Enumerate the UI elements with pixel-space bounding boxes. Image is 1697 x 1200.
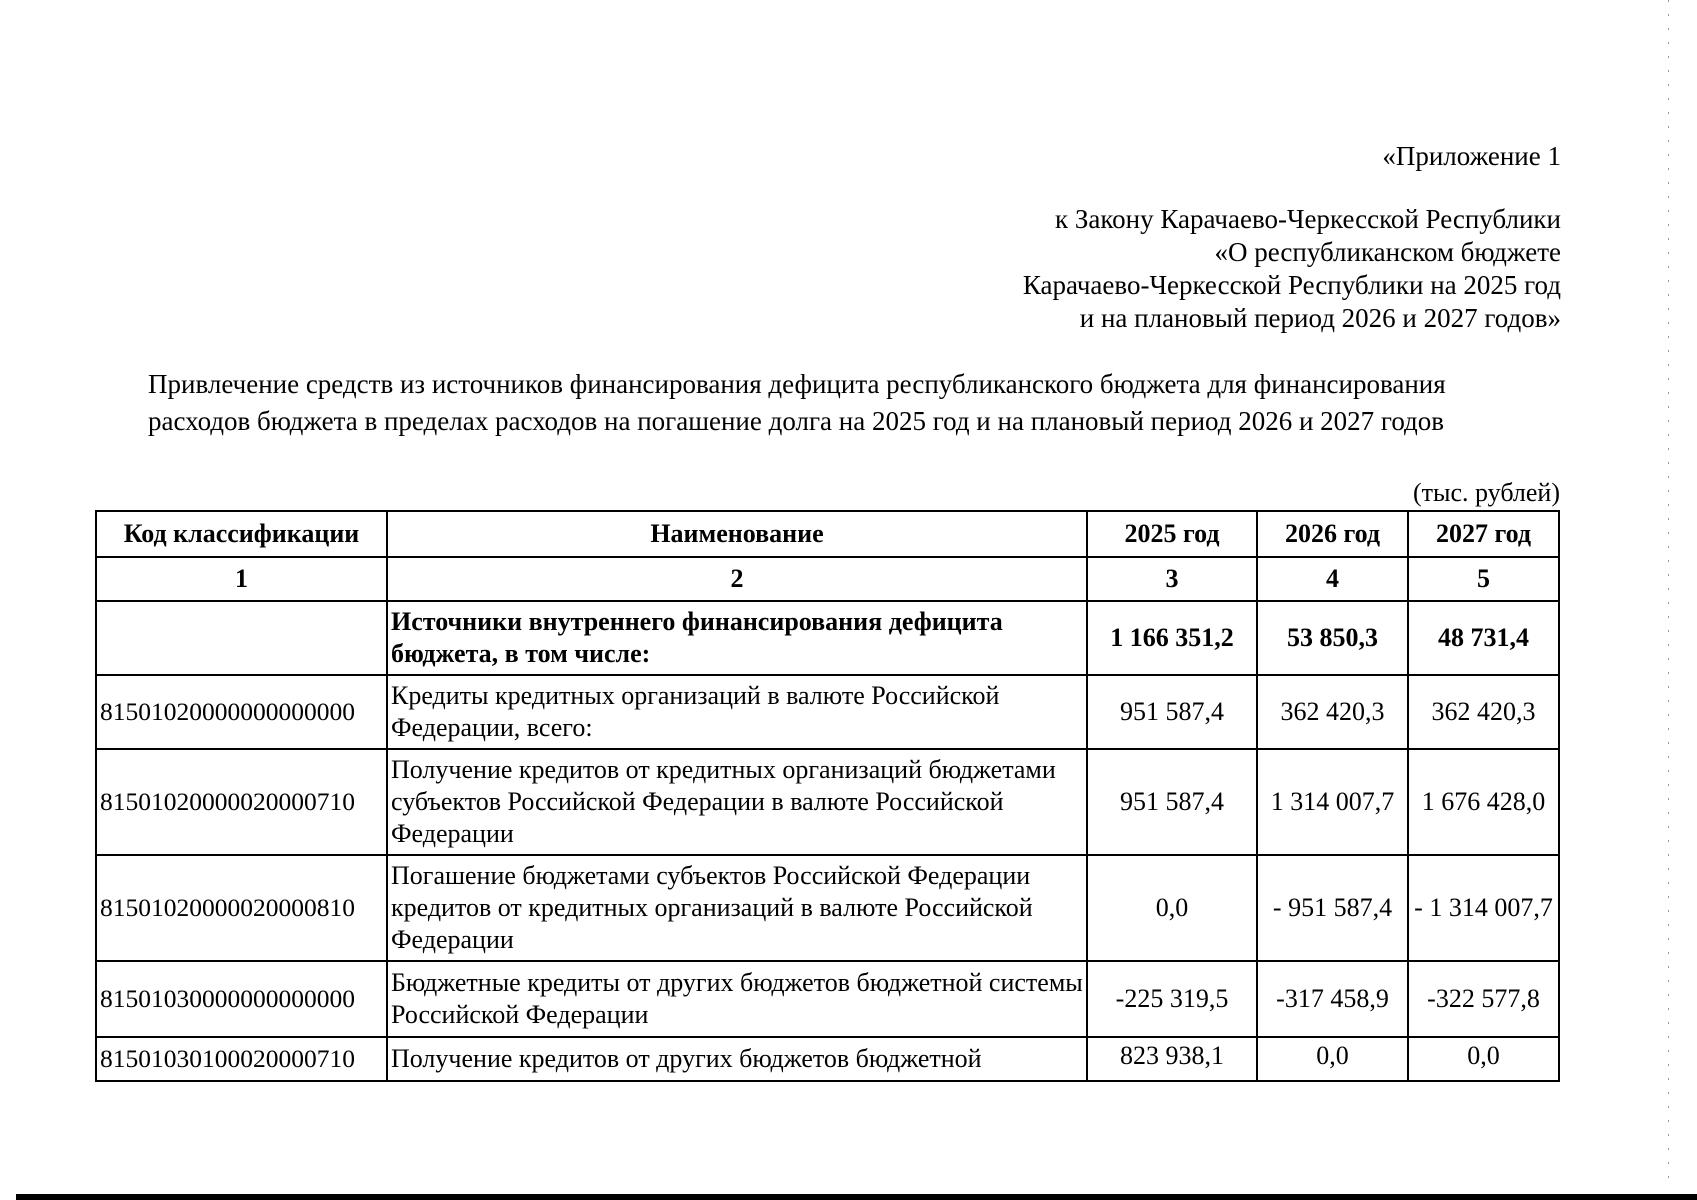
row-value-2026: 0,0	[1257, 1037, 1408, 1081]
row-value-2026: -317 458,9	[1257, 961, 1408, 1037]
row-value-2026: 53 850,3	[1257, 601, 1408, 675]
appendix-block	[1023, 140, 1561, 335]
row-code: 81501020000000000000	[96, 675, 387, 749]
heading-line-1: Привлечение средств из источников финансирования дефицита республиканского бюджета для финансирования	[148, 369, 1446, 399]
row-code	[96, 601, 387, 675]
row-value-2025: 0,0	[1087, 855, 1257, 961]
row-value-2025: 1 166 351,2	[1087, 601, 1257, 675]
column-number-row	[96, 557, 1559, 601]
row-name: Получение кредитов от других бюджетов бюджетной	[387, 1037, 1087, 1081]
table-row	[96, 1037, 1559, 1081]
heading-line-2: расходов бюджета в пределах расходов на погашение долга на 2025 год и на плановый период 2026 и 2027 годов	[148, 406, 1445, 436]
row-name: Получение кредитов от кредитных организаций бюджетами субъектов Российской Федерации в валюте Российской Федерации	[387, 749, 1087, 855]
row-code: 81501030000000000000	[96, 961, 387, 1037]
scan-bottom-edge	[16, 1194, 1697, 1200]
header-2025: 2025 год	[1087, 511, 1257, 557]
table-row	[96, 749, 1559, 855]
row-name: Источники внутреннего финансирования дефицита бюджета, в том числе:	[387, 601, 1087, 675]
column-number: 4	[1257, 557, 1408, 601]
table-row	[96, 855, 1559, 961]
appendix-law-title-line-3: и на плановый период 2026 и 2027 годов»	[1079, 303, 1561, 333]
appendix-law-title-line-2: Карачаево-Черкесской Республики на 2025 год	[1022, 270, 1561, 300]
row-name: Бюджетные кредиты от других бюджетов бюджетной системы Российской Федерации	[387, 961, 1087, 1037]
header-name: Наименование	[387, 511, 1087, 557]
row-value-2027: 48 731,4	[1408, 601, 1559, 675]
document-heading	[148, 366, 1538, 440]
budget-table	[95, 510, 1560, 1082]
column-number: 3	[1087, 557, 1257, 601]
appendix-law-title-line: «О республиканском бюджете	[1214, 237, 1561, 267]
row-value-2027: - 1 314 007,7	[1408, 855, 1559, 961]
header-code: Код классификации	[96, 511, 387, 557]
table-row	[96, 961, 1559, 1037]
header-2027: 2027 год	[1408, 511, 1559, 557]
row-code: 81501020000020000710	[96, 749, 387, 855]
row-value-2026: - 951 587,4	[1257, 855, 1408, 961]
appendix-title: «Приложение 1	[1382, 141, 1561, 171]
column-number: 1	[96, 557, 387, 601]
row-value-2025: -225 319,5	[1087, 961, 1257, 1037]
appendix-law-line: к Закону Карачаево-Черкесской Республики	[1055, 204, 1561, 234]
row-code: 81501030100020000710	[96, 1037, 387, 1081]
column-number: 2	[387, 557, 1087, 601]
row-value-2025: 823 938,1	[1087, 1037, 1257, 1081]
header-2026: 2026 год	[1257, 511, 1408, 557]
scan-edge-mark	[1668, 0, 1669, 1180]
unit-label: (тыс. рублей)	[1412, 478, 1560, 507]
row-value-2027: 0,0	[1408, 1037, 1559, 1081]
row-value-2027: 1 676 428,0	[1408, 749, 1559, 855]
row-name: Кредиты кредитных организаций в валюте Российской Федерации, всего:	[387, 675, 1087, 749]
table-row	[96, 601, 1559, 675]
row-value-2026: 1 314 007,7	[1257, 749, 1408, 855]
row-value-2025: 951 587,4	[1087, 749, 1257, 855]
row-value-2027: 362 420,3	[1408, 675, 1559, 749]
column-number: 5	[1408, 557, 1559, 601]
row-value-2025: 951 587,4	[1087, 675, 1257, 749]
row-name: Погашение бюджетами субъектов Российской Федерации кредитов от кредитных организаций в валюте Российской Федерации	[387, 855, 1087, 961]
row-value-2026: 362 420,3	[1257, 675, 1408, 749]
row-code: 81501020000020000810	[96, 855, 387, 961]
table-row	[96, 675, 1559, 749]
table-header-row	[96, 511, 1559, 557]
row-value-2027: -322 577,8	[1408, 961, 1559, 1037]
